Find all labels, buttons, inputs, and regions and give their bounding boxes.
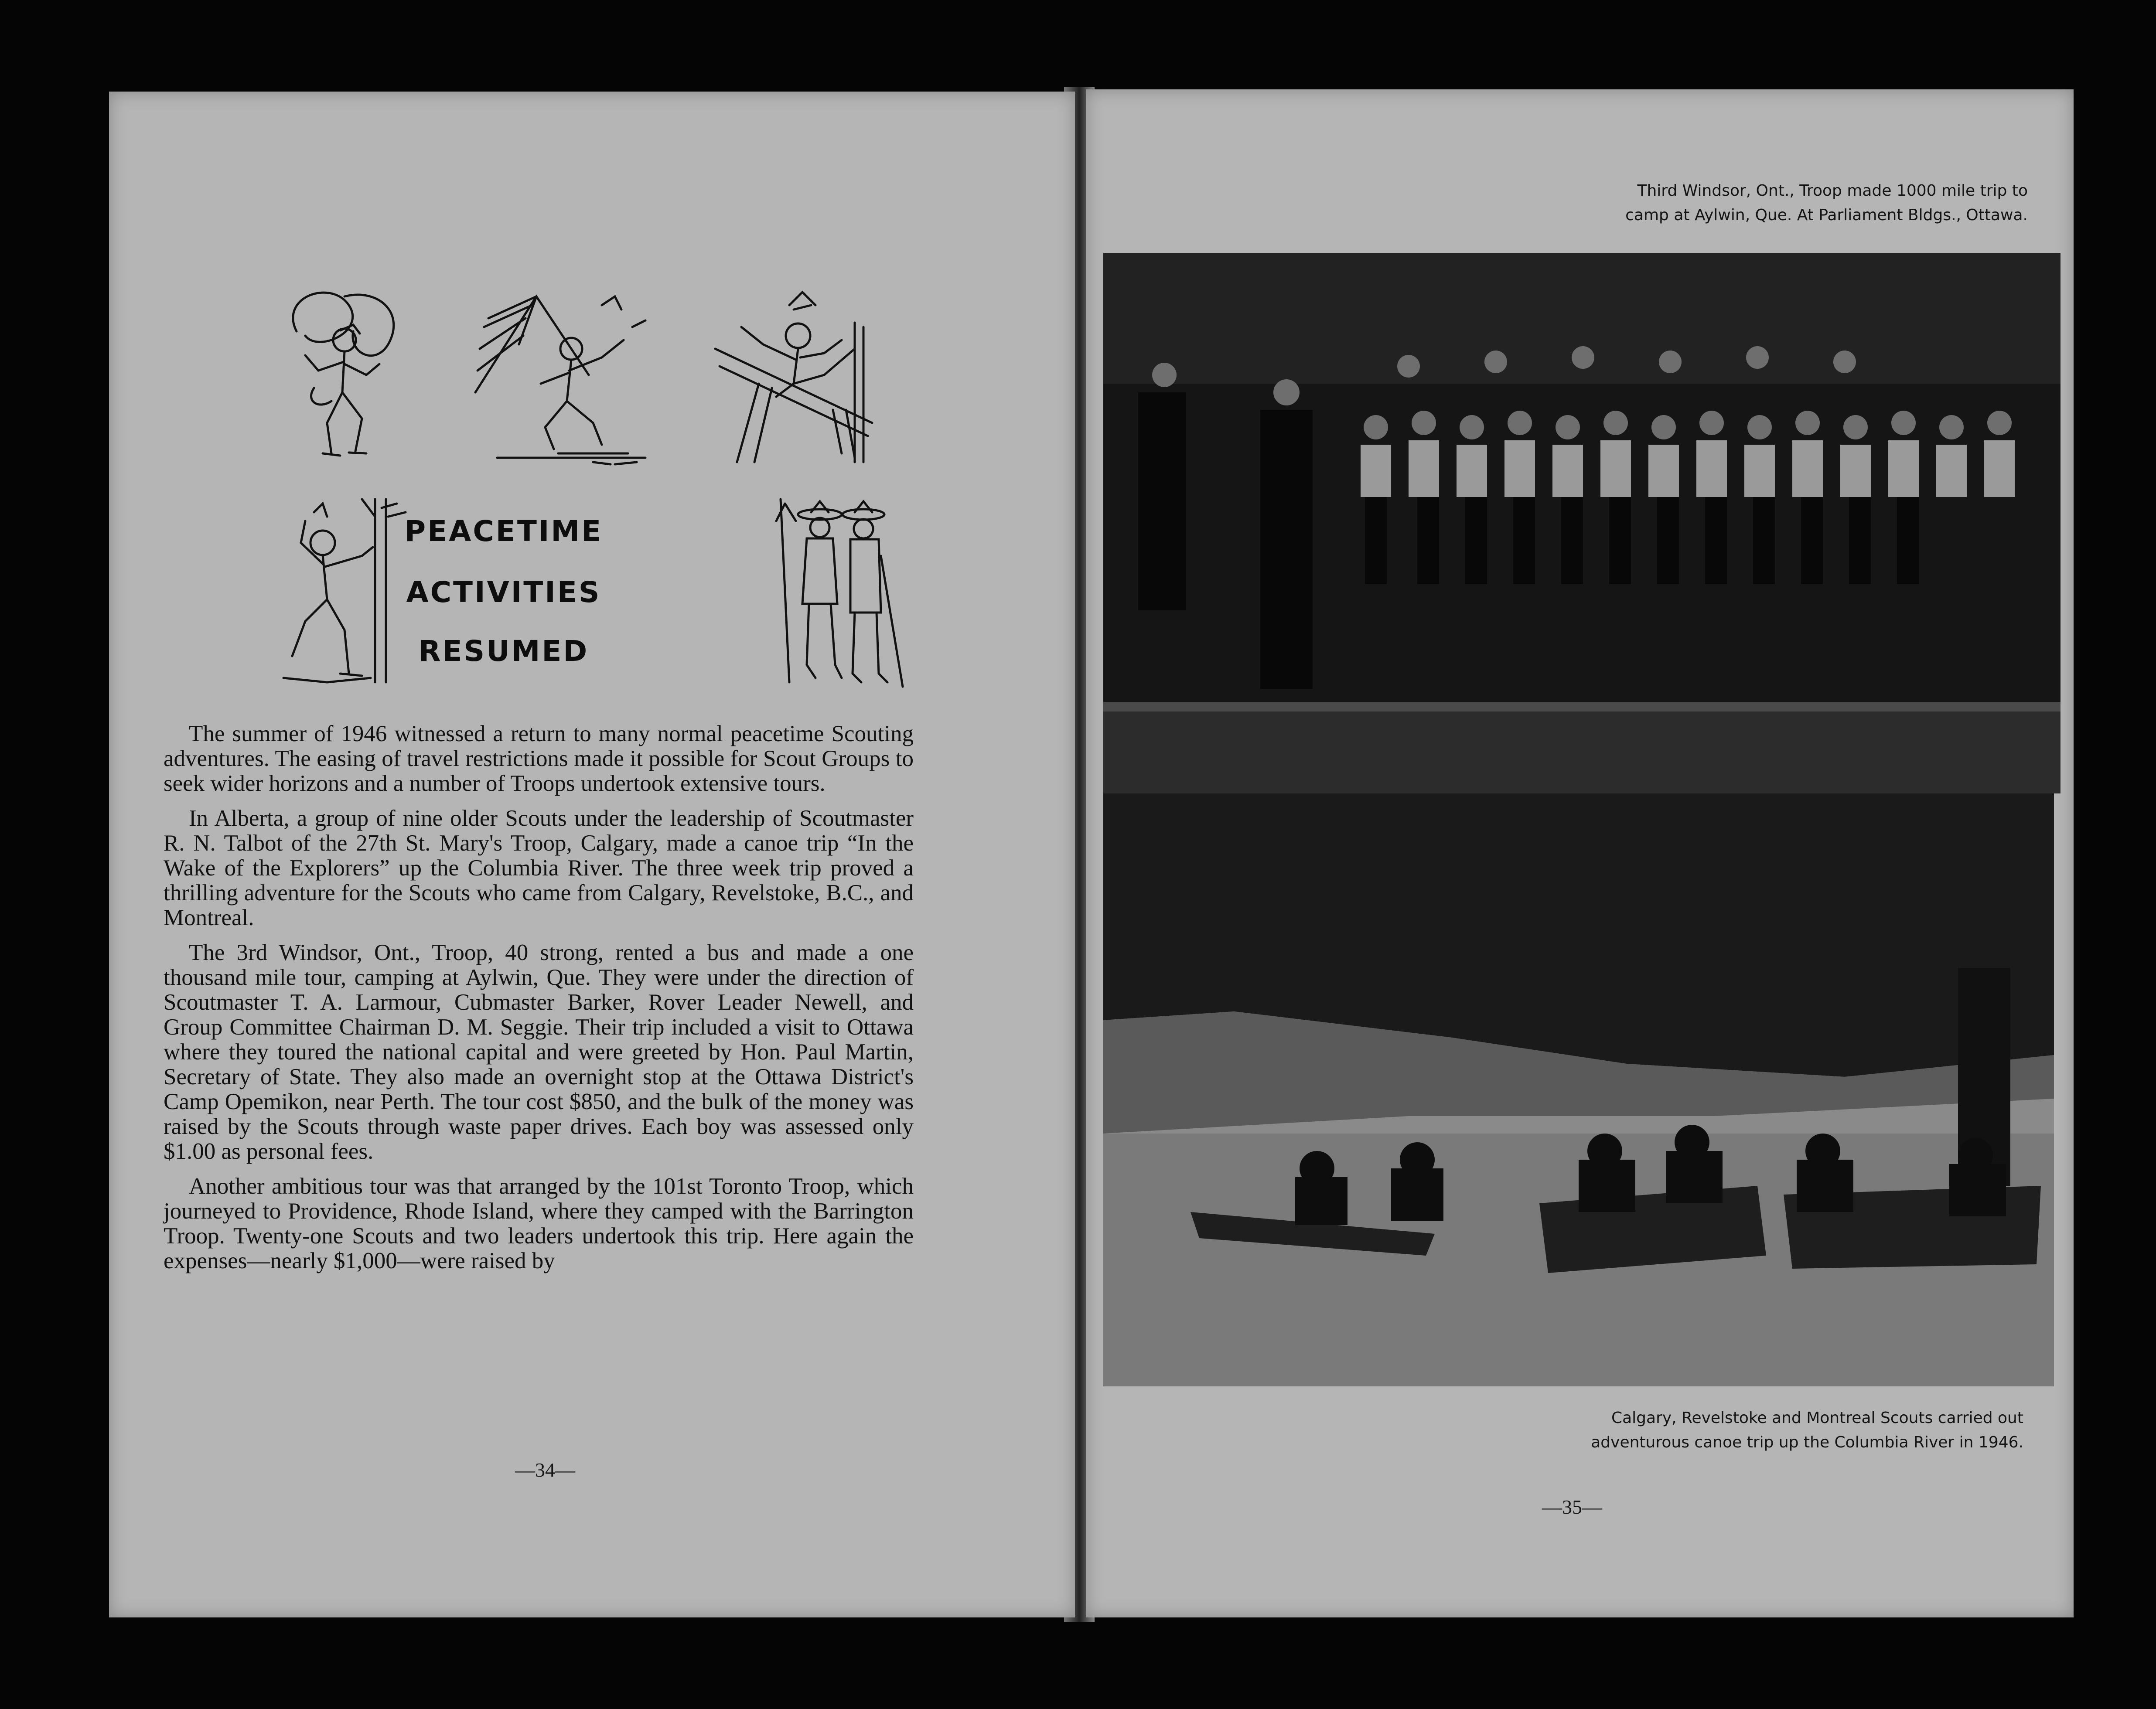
photo-canoe-trip <box>1103 793 2054 1386</box>
caption-bottom <box>1395 1406 2023 1455</box>
article-body <box>164 722 914 1283</box>
paragraph-1: The summer of 1946 witnessed a return to many normal peacetime Scouting adventures. The easing of travel restrictions made it possible for Scout Groups to seek wider horizons and a number of Troops undertook extensive tours. <box>164 721 914 796</box>
page-number-right: —35— <box>1542 1496 1602 1518</box>
title-line-1: PEACETIME <box>404 514 603 548</box>
scout-tent-icon <box>471 279 654 466</box>
paragraph-3: The 3rd Windsor, Ont., Troop, 40 strong, rented a bus and made a one thousand mile tour, camping at Aylwin, Que. They were under the direction of Scoutmaster T. A. Larmour, Cubmaster Barker, Rover Leader Newell, and Group Committee Chairman D. M. Seggie. Their trip included a visit to Ottawa where they toured the national capital and were greeted by Hon. Paul Martin, Secretary of State. They also made an overnight stop at the Ottawa District's Camp Opemikon, near Perth. The tour cost $850, and the bulk of the money was raised by the Scouts through waste paper drives. Each boy was assessed only $1.00 as personal fees. <box>164 940 914 1164</box>
scout-lasso-icon <box>279 279 414 466</box>
paragraph-4: Another ambitious tour was that arranged by the 101st Toronto Troop, which journeyed to Providence, Rhode Island, where they camped with the Barrington Troop. Twenty-one Scouts and two leaders undertook this trip. Here again the expenses—nearly $1,000—were raised by <box>164 1174 914 1273</box>
caption-top <box>1395 179 2028 228</box>
page-number-left: —34— <box>515 1459 575 1481</box>
scout-fence-icon <box>711 279 881 466</box>
paragraph-2: In Alberta, a group of nine older Scouts under the leadership of Scoutmaster R. N. Talbot of the 27th St. Mary's Troop, Calgary, made a canoe trip “In the Wake of the Explorers” up the Columbia River. The three week trip proved a thrilling adventure for the Scouts who came from Calgary, Revelstoke, B.C., and Montreal. <box>164 806 914 930</box>
title-line-3: RESUMED <box>418 634 589 668</box>
title-line-2: ACTIVITIES <box>406 575 601 609</box>
scouts-standing-icon <box>772 490 907 691</box>
caption-bottom-line-2: adventurous canoe trip up the Columbia River in 1946. <box>1591 1433 2023 1451</box>
caption-bottom-line-1: Calgary, Revelstoke and Montreal Scouts carried out <box>1611 1409 2023 1427</box>
photo-troop-parliament <box>1103 253 2060 793</box>
caption-top-line-2: camp at Aylwin, Que. At Parliament Bldgs., Ottawa. <box>1625 206 2028 224</box>
caption-top-line-1: Third Windsor, Ont., Troop made 1000 mile trip to <box>1637 182 2028 200</box>
